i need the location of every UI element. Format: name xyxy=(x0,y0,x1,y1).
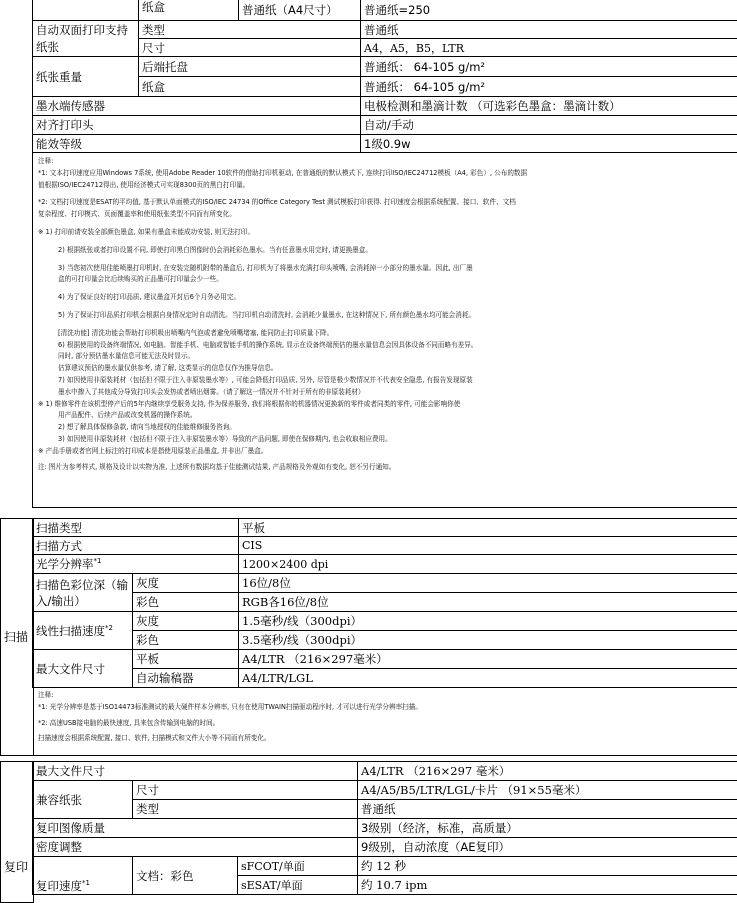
note-line: *2: 高速USB接电脑的最快速度, 具来包含传输到电脑的时间。 xyxy=(38,718,733,730)
note-line: 6) 根据使用的设备终端情况, 如电脑、智能手机、电脑或智能手机的操作系统, 显示在设备终端预估的墨水量信息会因具体设备不同而略有差异。 xyxy=(38,340,733,352)
footnote-mark: *1 xyxy=(94,557,102,565)
note-line: ※ 1) 打印前请安装全部颜色墨盒, 如果有墨盒未能成功安装, 则无法打印。 xyxy=(38,227,733,239)
note-line: *1: 光学分辨率是基于ISO14473标准测试的最大硬件样本分辨率, 只有在使用TWAIN扫描驱动程序时, 才可以进行光学分辨率扫描。 xyxy=(38,702,733,714)
scan-spec-table xyxy=(32,518,737,688)
note-line: 3) 当您初次使用佳能喷墨打印机时, 在安装完随机附带的墨盒后, 打印机为了将墨水充满打印头喷嘴, 会消耗掉一小部分的墨水量。因此, 出厂墨 xyxy=(38,263,733,275)
copy-side-label: 复印 xyxy=(4,858,28,875)
copy-speed-esat-label: sESAT/单面 xyxy=(238,876,358,895)
note-line: 5) 为了保证打印品质打印机会根据自身情况定时自动清洗。当打印机自动清洗时, 会消耗少量墨水, 在这种情况下, 所有颜色墨水均可能会消耗。 xyxy=(38,310,733,322)
scan-resolution-value: 1200×2400 dpi xyxy=(239,555,737,574)
scan-depth-color-label: 彩色 xyxy=(133,593,239,612)
scan-speed-text: 线性扫描速度 xyxy=(36,624,105,638)
note-line: 扫描速度会根据系统配置, 接口、软件, 扫描模式和文件大小等不同而有所变化。 xyxy=(38,733,733,745)
copy-speed-text: 复印速度 xyxy=(36,879,82,893)
scan-speed-gray-value: 1.5毫秒/线（300dpi） xyxy=(239,612,737,631)
duplex-paper-label: 自动双面打印支持纸张 xyxy=(33,21,139,57)
duplex-size-label: 尺寸 xyxy=(139,39,361,57)
note-line: 7) 如因使用非原装耗材（包括但不限于注入非原装墨水等）, 可能会降低打印品质, 另外, 尽管是极少数情况并不代表安全隐患, 有报告发现原装 xyxy=(38,375,733,387)
copy-paper-size-value: A4/A5/B5/LTR/LGL/卡片 （91×55毫米） xyxy=(358,781,737,800)
ink-sensor-label: 墨水端传感器 xyxy=(33,97,361,116)
note-line: ※ 1) 维修零件在该机型停产后的5年内继续享受服务支持, 作为保养服务, 我们将根据你的机器情况更换新的零件或者同类的零件, 可能会影响你使 xyxy=(38,399,733,411)
scan-type-value: 平板 xyxy=(239,519,737,537)
print-notes xyxy=(38,156,733,473)
paper-weight-label: 纸张重量 xyxy=(33,57,139,97)
copy-quality-label: 复印图像质量 xyxy=(33,819,358,838)
footnote-mark: *1 xyxy=(82,879,90,887)
print-top-left-cell xyxy=(33,0,139,21)
note-line: 注释: xyxy=(38,690,733,702)
energy-grade-label: 能效等级 xyxy=(33,135,361,153)
scan-flatbed-label: 平板 xyxy=(133,650,239,669)
scan-speed-color-label: 彩色 xyxy=(133,631,239,650)
weight-cassette-value: 普通纸： 64-105 g/m² xyxy=(361,77,737,97)
scan-adf-label: 自动输稿器 xyxy=(133,669,239,688)
copy-spec-table xyxy=(32,761,737,895)
note-line: 注释: xyxy=(38,156,733,168)
scan-speed-gray-label: 灰度 xyxy=(133,612,239,631)
scan-notes xyxy=(38,690,733,745)
print-spec-table xyxy=(32,0,737,153)
note-line: *1: 文本打印速度应用Windows 7系统, 使用Adobe Reader 10软件的借助打印机驱动, 在普通纸的默认模式下, 连续打印ISO/IEC24712模板（A4, 彩色）, 公布的数据 xyxy=(38,168,733,180)
duplex-size-value: A4，A5，B5，LTR xyxy=(361,39,737,57)
note-line: 2) 根据纸张或者打印设置不同, 即使打印黑白图像时仍会消耗彩色墨水。当有任意墨水用完时, 请更换墨盒。 xyxy=(38,245,733,257)
note-line: *2: 文档打印速度是ESAT的平均值, 基于默认单面模式的ISO/IEC 24734 的Office Category Test 测试模板打印获得. 打印速度会根据系统配置、接口、软件、文档 xyxy=(38,197,733,209)
footnote-mark: *2 xyxy=(105,624,113,632)
scan-type-label: 扫描类型 xyxy=(33,519,239,537)
scan-depth-color-value: RGB各16位/8位 xyxy=(239,593,737,612)
note-line: 2) 想了解具体保修条款, 请向当地授权的佳能维修服务咨询。 xyxy=(38,422,733,434)
note-line: 盒的可打印量会比后续购买的正品墨可打印量会少一些。 xyxy=(38,274,733,286)
note-line: 复杂程度、打印模式、页面覆盖率和使用纸张类型不同而有所变化。 xyxy=(38,209,733,221)
note-line: 估算建议预估的墨水量仅供参考, 请了解, 这类显示的信息仅作为推导信息。 xyxy=(38,363,733,375)
note-line: [清洗功能] 清洗功能会帮助打印机吸出喷嘴内气泡或者避免喷嘴堵塞, 能同防止打印质量下降。 xyxy=(38,328,733,340)
note-line: 注: 图片为参考样式, 规格及设计以实物为准, 上述所有数据均基于佳能测试结果, 产品规格及外观如有变化, 恕不另行通知。 xyxy=(38,462,733,474)
align-printhead-label: 对齐打印头 xyxy=(33,116,361,135)
scan-side-label: 扫描 xyxy=(4,628,28,645)
copy-paper-size-label: 尺寸 xyxy=(133,781,358,800)
weight-cassette-label: 纸盒 xyxy=(139,77,361,97)
scan-depth-gray-label: 灰度 xyxy=(133,574,239,593)
note-line: ※ 产品手册或者官网上标注的打印成本是指使用原装正品墨盒, 并非出厂墨盒。 xyxy=(38,446,733,458)
scan-depth-gray-value: 16位/8位 xyxy=(239,574,737,593)
copy-speed-esat-value: 约 10.7 ipm xyxy=(358,876,737,895)
note-line: 同时, 部分预估墨水量信息可能无法及时显示。 xyxy=(38,351,733,363)
copy-max-size-label: 最大文件尺寸 xyxy=(33,762,358,781)
scan-method-value: CIS xyxy=(239,537,737,555)
copy-max-size-value: A4/LTR （216×297 毫米） xyxy=(358,762,737,781)
duplex-type-value: 普通纸 xyxy=(361,21,737,39)
copy-density-value: 9级别，自动浓度（AE复印） xyxy=(358,838,737,857)
copy-side-column xyxy=(0,761,34,903)
copy-paper-type-value: 普通纸 xyxy=(358,800,737,819)
weight-rear-tray-label: 后端托盘 xyxy=(139,57,361,77)
scan-speed-color-value: 3.5毫秒/线（300dpi） xyxy=(239,631,737,650)
scan-depth-label: 扫描色彩位深（输入/输出） xyxy=(33,574,133,612)
copy-speed-fcot-value: 约 12 秒 xyxy=(358,857,737,876)
scan-adf-value: A4/LTR/LGL xyxy=(239,669,737,688)
note-line: 用产品配件、后续产品或改变机器的操作系统。 xyxy=(38,410,733,422)
note-line: 墨水中掺入了其他成分导致打印头会发热或者喷出烟雾。（请了解这一情况并不针对于所有的非原装耗材） xyxy=(38,387,733,399)
scan-method-label: 扫描方式 xyxy=(33,537,239,555)
print-top-left-tail: 纸盒 xyxy=(139,0,239,21)
align-printhead-value: 自动/手动 xyxy=(361,116,737,135)
duplex-type-label: 类型 xyxy=(139,21,361,39)
scan-resolution-text: 光学分辨率 xyxy=(36,557,94,571)
note-line: 4) 为了保证良好的打印品质, 建议墨盒开封后6个月务必用完。 xyxy=(38,292,733,304)
paper-a4-label: 普通纸（A4尺寸） xyxy=(239,0,361,21)
copy-speed-doc-label: 文档：彩色 xyxy=(133,857,238,895)
copy-density-label: 密度调整 xyxy=(33,838,358,857)
weight-rear-tray-value: 普通纸： 64-105 g/m² xyxy=(361,57,737,77)
copy-speed-fcot-label: sFCOT/单面 xyxy=(238,857,358,876)
paper-a4-value: 普通纸=250 xyxy=(361,0,737,21)
scan-max-size-label: 最大文件尺寸 xyxy=(33,650,133,688)
scan-speed-label xyxy=(33,612,133,650)
scan-flatbed-value: A4/LTR （216×297毫米） xyxy=(239,650,737,669)
ink-sensor-value: 电极检测和墨滴计数 （可选彩色墨盒：墨滴计数） xyxy=(361,97,737,116)
copy-paper-type-label: 类型 xyxy=(133,800,358,819)
copy-paper-label: 兼容纸张 xyxy=(33,781,133,819)
copy-speed-label xyxy=(33,857,133,895)
note-line: 值根据ISO/IEC24712得出, 使用经济模式可实现8300页的黑白打印量。 xyxy=(38,180,733,192)
energy-grade-value: 1级0.9w xyxy=(361,135,737,153)
note-line: 3) 如因使用非原装耗材（包括但不限于注入非原装墨水等）导致的产品问题, 即使在保修期内, 也会收取相应费用。 xyxy=(38,434,733,446)
scan-resolution-label xyxy=(33,555,239,574)
copy-quality-value: 3级别（经济，标准，高质量） xyxy=(358,819,737,838)
